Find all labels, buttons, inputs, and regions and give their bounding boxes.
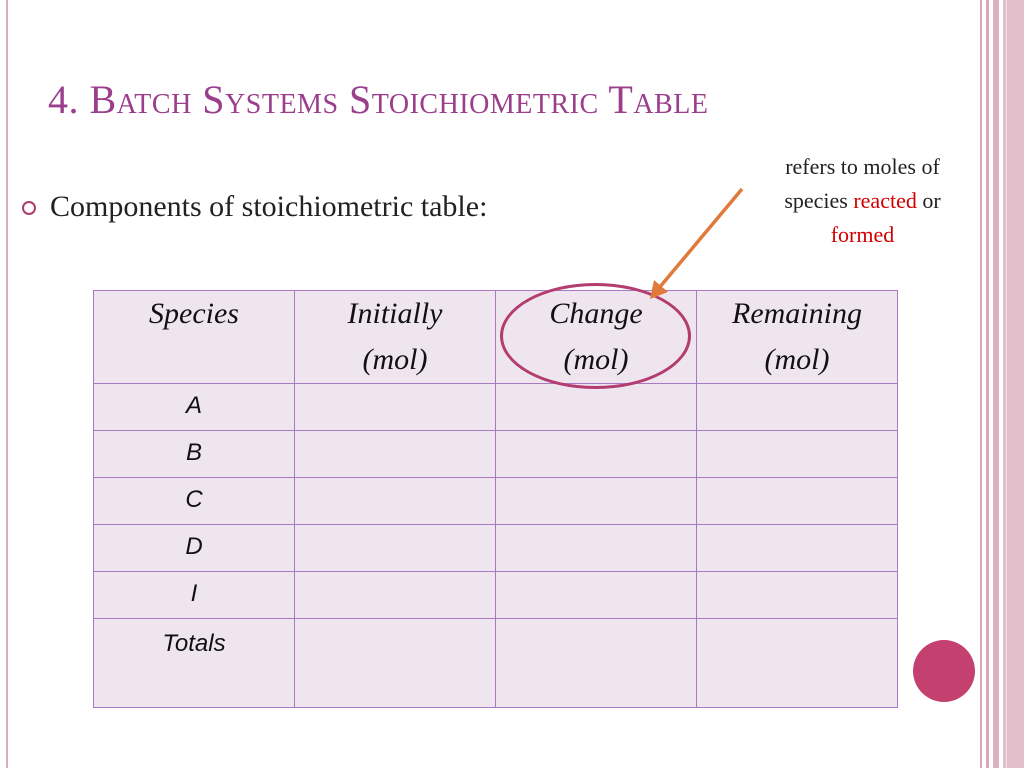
totals-cell: Totals [94, 619, 295, 708]
header-label: Initially [347, 297, 443, 330]
header-unit: (mol) [362, 343, 428, 376]
header-unit: (mol) [563, 343, 629, 376]
note-reacted: reacted [853, 188, 917, 213]
note-formed: formed [830, 222, 895, 247]
note-line-1: refers to moles of [785, 154, 940, 179]
slide-title: 4. Batch Systems Stoichiometric Table [48, 77, 709, 122]
header-unit: (mol) [764, 343, 830, 376]
species-cell: I [94, 572, 295, 619]
species-cell: B [94, 431, 295, 478]
species-cell: C [94, 478, 295, 525]
note-text: or [916, 188, 941, 213]
species-cell: A [94, 384, 295, 431]
species-cell: D [94, 525, 295, 572]
header-label: Species [149, 297, 239, 330]
header-label: Change [549, 297, 643, 330]
bullet-text: Components of stoichiometric table: [50, 190, 488, 223]
note-text: species [784, 188, 854, 213]
decorative-circle [913, 640, 975, 702]
header-label: Remaining [732, 297, 862, 330]
